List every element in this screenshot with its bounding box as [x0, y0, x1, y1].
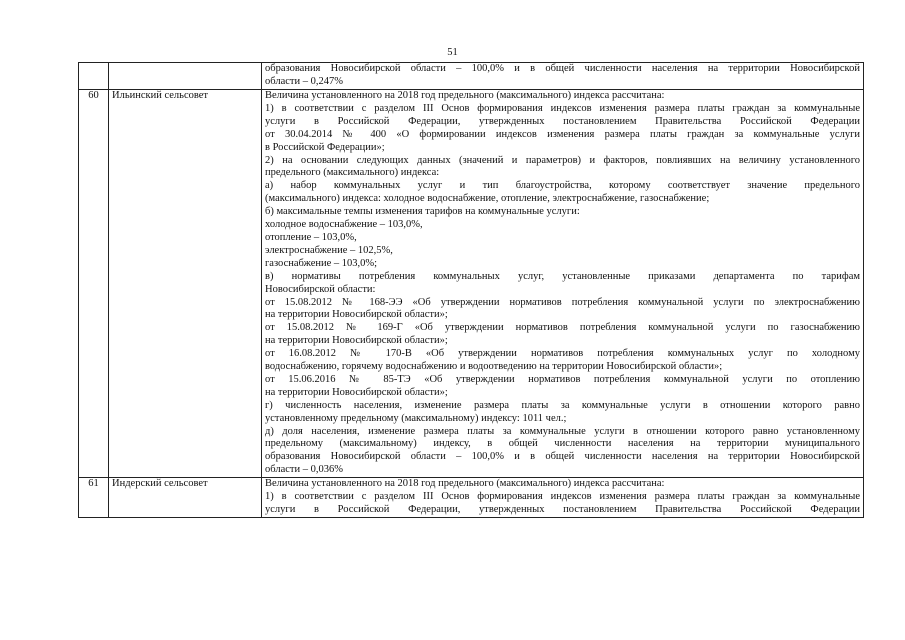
description-line: предельного (максимального) индекса: [265, 167, 440, 179]
settlement-name-cell: Ильинский сельсовет [109, 90, 262, 478]
description-line: отопление – 103,0%, [265, 231, 357, 243]
description-line: установленному предельному (максимальному) индексу: 1011 чел.; [265, 412, 567, 424]
index-table [78, 62, 864, 518]
description-line: от 16.08.2012 № 170-В «Об утверждении нормативов потребления коммунальных услуг по холодному [265, 348, 860, 360]
description-line: г) численность населения, изменение размера платы за коммунальные услуги в отношении которого равно [265, 399, 860, 411]
description-line: от 15.08.2012 № 168-ЭЭ «Об утверждении нормативов потребления коммунальной услуги по электроснабжению [265, 296, 860, 308]
description-line: от 15.08.2012 № 169-Г «Об утверждении нормативов потребления коммунальной услуги по газоснабжению [265, 322, 860, 334]
description-line: 2) на основании следующих данных (значений и параметров) и факторов, повлиявших на величину установленного [265, 154, 860, 166]
description-line: 1) в соответствии с разделом III Основ формирования индексов изменения размера платы граждан за коммунальные [265, 491, 860, 503]
description-line: в) нормативы потребления коммунальных услуг, установленные приказами департамента по тарифам [265, 270, 860, 282]
description-line: 1) в соответствии с разделом III Основ формирования индексов изменения размера платы граждан за коммунальные [265, 102, 860, 114]
settlement-name-cell [109, 63, 262, 90]
description-cell [262, 90, 864, 478]
description-line: на территории Новосибирской области»; [265, 335, 448, 347]
description-line: Величина установленного на 2018 год предельного (максимального) индекса рассчитана: [265, 478, 665, 490]
table-row [79, 478, 864, 518]
description-line: водоснабжению, горячему водоснабжению и водоотведению на территории Новосибирской области»; [265, 361, 723, 373]
description-line: предельному (максимальному) индексу, в общей численности населения на территории муниципального [265, 438, 860, 450]
description-line: д) доля населения, изменение размера платы за коммунальные услуги в отношении которого равно установленному [265, 425, 860, 437]
table-row [79, 63, 864, 90]
description-line: холодное водоснабжение – 103,0%, [265, 219, 423, 231]
description-line: б) максимальные темпы изменения тарифов на коммунальные услуги: [265, 206, 580, 218]
row-number-cell [79, 63, 109, 90]
description-line: в Российской Федерации»; [265, 141, 385, 153]
description-line: (максимального) индекса: холодное водоснабжение, отопление, электроснабжение, газоснабжение; [265, 193, 710, 205]
description-line: образования Новосибирской области – 100,0% и в общей численности населения на территории Новосибирской [265, 63, 860, 74]
page-number: 51 [447, 47, 458, 58]
description-line: от 15.06.2016 № 85-ТЭ «Об утверждении нормативов потребления коммунальной услуги по отоплению [265, 373, 860, 385]
description-line: от 30.04.2014 № 400 «О формировании индексов изменения размера платы граждан за коммунальные услуги [265, 128, 860, 140]
description-cell [262, 63, 864, 90]
description-line: образования Новосибирской области – 100,0% и в общей численности населения на территории Новосибирской [265, 451, 860, 463]
description-line: Новосибирской области: [265, 283, 376, 295]
table-row [79, 90, 864, 478]
description-line: услуги в Российской Федерации, утвержденных постановлением Правительства Российской Федерации [265, 115, 860, 127]
description-line: а) набор коммунальных услуг и тип благоустройства, которому соответствует значение предельного [265, 180, 860, 192]
description-line: на территории Новосибирской области»; [265, 309, 448, 321]
description-line: услуги в Российской Федерации, утвержденных постановлением Правительства Российской Федерации [265, 504, 860, 515]
description-line: области – 0,247% [265, 75, 343, 87]
description-line: на территории Новосибирской области»; [265, 386, 448, 398]
description-line: газоснабжение – 103,0%; [265, 257, 378, 269]
settlement-name-cell: Индерский сельсовет [109, 478, 262, 518]
description-line: области – 0,036% [265, 464, 343, 476]
row-number-cell: 60 [79, 90, 109, 478]
description-line: электроснабжение – 102,5%, [265, 244, 393, 256]
description-cell [262, 478, 864, 518]
row-number-cell: 61 [79, 478, 109, 518]
description-line: Величина установленного на 2018 год предельного (максимального) индекса рассчитана: [265, 90, 665, 101]
